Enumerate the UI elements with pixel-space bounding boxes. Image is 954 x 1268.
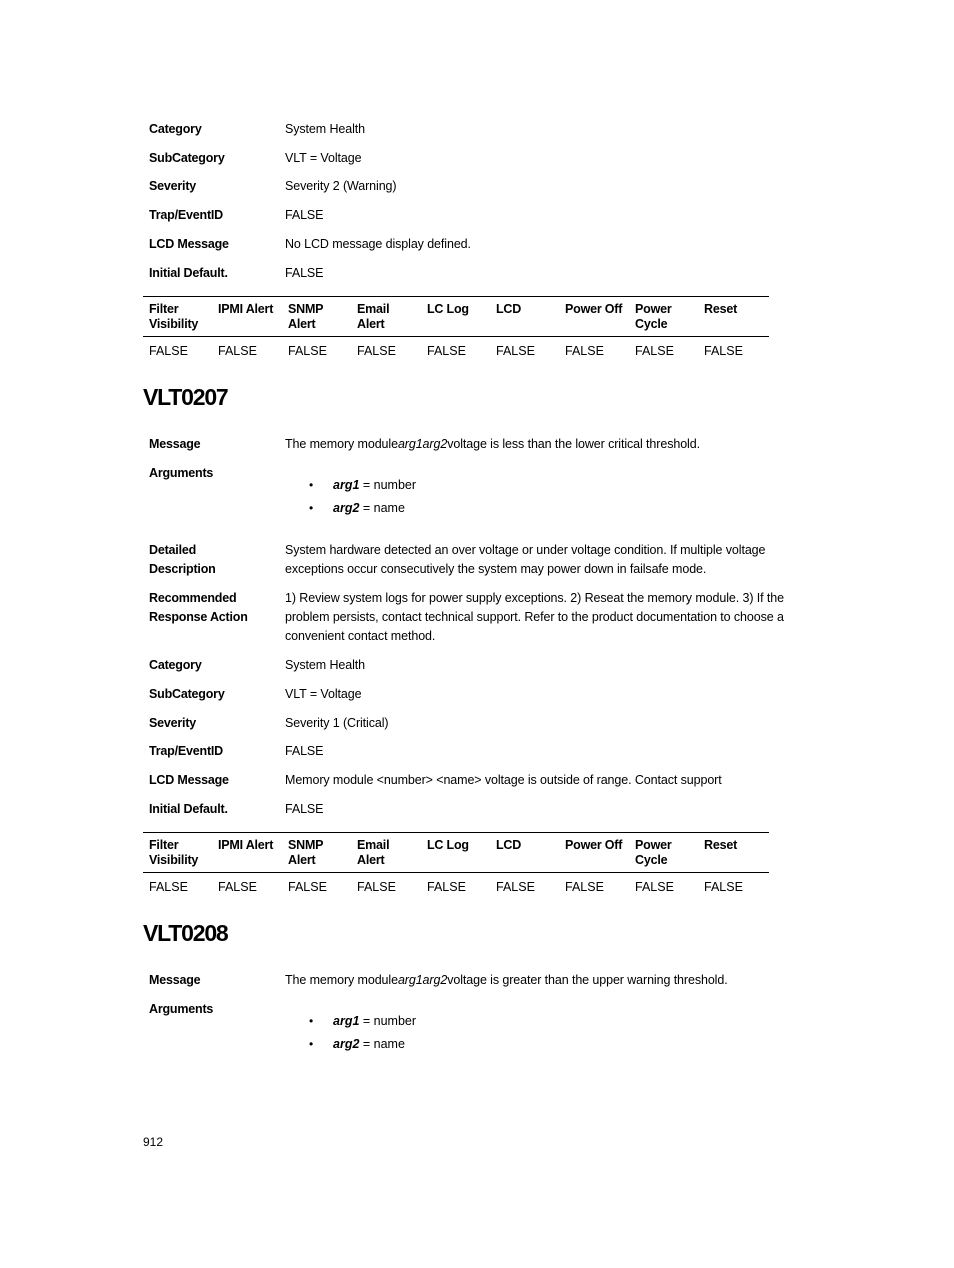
bullet-icon: • (309, 478, 314, 492)
table-cell: FALSE (565, 880, 604, 894)
property-value: Memory module <number> <name> voltage is outside of range. Contact support (285, 773, 722, 787)
table-cell: FALSE (704, 880, 743, 894)
table-cell: FALSE (635, 344, 674, 358)
table-cell: FALSE (565, 344, 604, 358)
property-label: Trap/EventID (149, 208, 224, 222)
property-value: Severity 2 (Warning) (285, 179, 397, 193)
table-header: Power Off (565, 302, 623, 316)
property-value: VLT = Voltage (285, 687, 362, 701)
table-cell: FALSE (496, 880, 535, 894)
table-header: IPMI Alert (218, 838, 274, 852)
table-header: Email Alert (357, 838, 390, 867)
property-label: SubCategory (149, 687, 225, 701)
table-cell: FALSE (149, 344, 188, 358)
table-header: Power Cycle (635, 302, 672, 331)
arguments-label: Arguments (149, 466, 214, 480)
property-label: Trap/EventID (149, 744, 224, 758)
table-header: IPMI Alert (218, 302, 274, 316)
table-cell: FALSE (635, 880, 674, 894)
arguments-label: Arguments (149, 1002, 214, 1016)
table-cell: FALSE (357, 880, 396, 894)
property-label: Category (149, 658, 202, 672)
table-header-rule (143, 336, 769, 337)
recommended-action-label: Recommended Response Action (149, 591, 248, 624)
table-cell: FALSE (704, 344, 743, 358)
section-heading-vlt0207: VLT0207 (143, 384, 228, 410)
property-value: System Health (285, 658, 365, 672)
property-value: FALSE (285, 208, 324, 222)
table-cell: FALSE (288, 880, 327, 894)
table-header: LC Log (427, 838, 469, 852)
property-label: Category (149, 122, 202, 136)
recommended-action-value: 1) Review system logs for power supply exceptions. 2) Reseat the memory module. 3) If the problem persists, contact technical support. Refer to the product documentation to choose a convenient contact method. (285, 591, 784, 643)
table-header: SNMP Alert (288, 838, 324, 867)
table-header-rule (143, 872, 769, 873)
property-label: Severity (149, 716, 197, 730)
table-header: Email Alert (357, 302, 390, 331)
bullet-icon: • (309, 1037, 314, 1051)
table-cell: FALSE (427, 880, 466, 894)
page-number: 912 (143, 1135, 164, 1149)
table-cell: FALSE (149, 880, 188, 894)
table-header: Reset (704, 838, 738, 852)
property-label: Severity (149, 179, 197, 193)
table-header: Power Cycle (635, 838, 672, 867)
table-cell: FALSE (288, 344, 327, 358)
message-label: Message (149, 437, 201, 451)
table-header: LCD (496, 302, 522, 316)
table-header: LCD (496, 838, 522, 852)
property-value: Severity 1 (Critical) (285, 716, 389, 730)
bullet-icon: • (309, 1014, 314, 1028)
table-cell: FALSE (357, 344, 396, 358)
property-value: FALSE (285, 266, 324, 280)
message-label: Message (149, 973, 201, 987)
property-label: Initial Default. (149, 266, 228, 280)
table-top-rule (143, 296, 769, 297)
property-label: SubCategory (149, 151, 225, 165)
section-heading-vlt0208: VLT0208 (143, 920, 228, 946)
property-value: No LCD message display defined. (285, 237, 471, 251)
detailed-description-label: Detailed Description (149, 543, 216, 576)
bullet-icon: • (309, 501, 314, 515)
property-value: FALSE (285, 744, 324, 758)
property-value: VLT = Voltage (285, 151, 362, 165)
table-header: LC Log (427, 302, 469, 316)
property-value: FALSE (285, 802, 324, 816)
table-cell: FALSE (218, 344, 257, 358)
argument-item: arg1 = number (333, 1014, 417, 1028)
detailed-description-value: System hardware detected an over voltage or under voltage condition. If multiple voltage exceptions occur consecutively the system may power down in failsafe mode. (285, 543, 766, 576)
argument-item: arg2 = name (333, 501, 405, 515)
table-top-rule (143, 832, 769, 833)
property-label: LCD Message (149, 237, 229, 251)
message-value: The memory modulearg1arg2voltage is greater than the upper warning threshold. (285, 973, 728, 987)
table-cell: FALSE (218, 880, 257, 894)
message-value: The memory modulearg1arg2voltage is less than the lower critical threshold. (285, 437, 700, 451)
table-header: Power Off (565, 838, 623, 852)
property-label: LCD Message (149, 773, 229, 787)
property-value: System Health (285, 122, 365, 136)
table-header: Reset (704, 302, 738, 316)
table-header: SNMP Alert (288, 302, 324, 331)
argument-item: arg2 = name (333, 1037, 405, 1051)
table-cell: FALSE (427, 344, 466, 358)
property-label: Initial Default. (149, 802, 228, 816)
table-header: Filter Visibility (149, 302, 199, 331)
table-header: Filter Visibility (149, 838, 199, 867)
argument-item: arg1 = number (333, 478, 417, 492)
table-cell: FALSE (496, 344, 535, 358)
